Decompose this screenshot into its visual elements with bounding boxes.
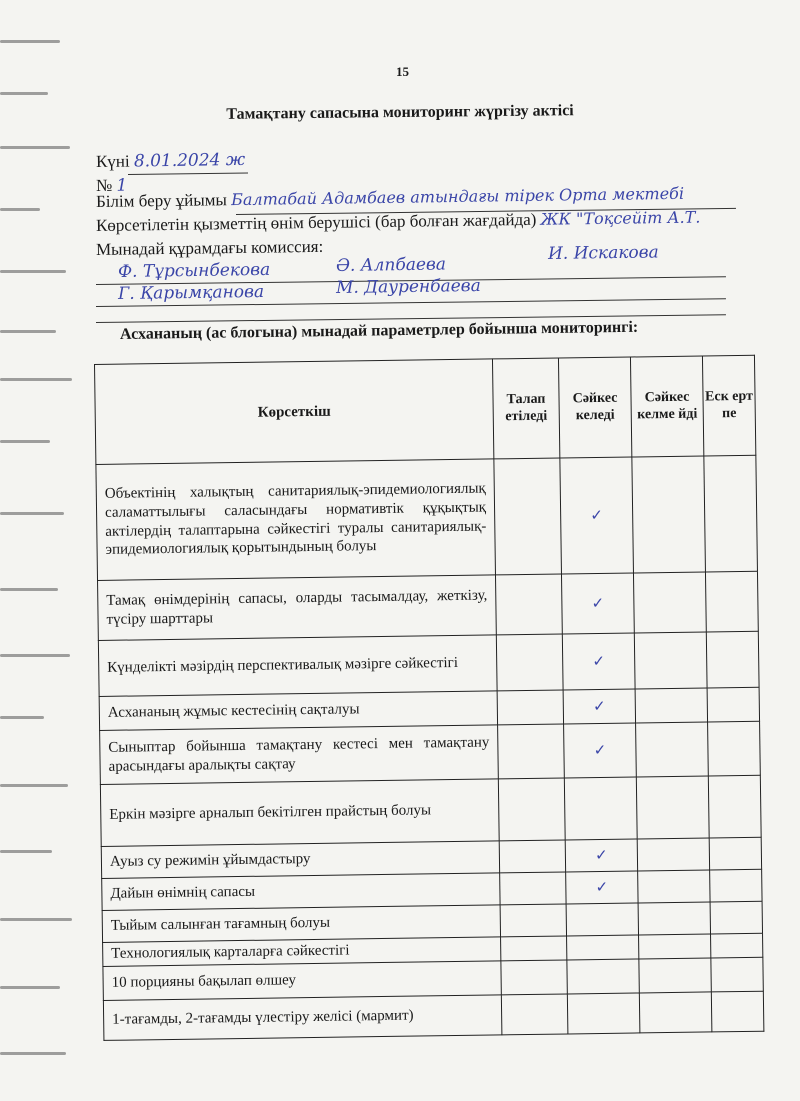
complies-cell bbox=[561, 573, 634, 634]
table-body bbox=[96, 455, 764, 1040]
indicator-cell: Тамақ өнімдерінің сапасы, оларды тасымалдау, жеткізу, түсіру шарттары bbox=[98, 575, 497, 641]
complies-cell bbox=[563, 689, 635, 724]
note-cell bbox=[708, 775, 761, 838]
note-cell bbox=[705, 571, 758, 632]
not-complies-cell bbox=[638, 902, 710, 935]
required-cell bbox=[496, 634, 563, 691]
scan-noise bbox=[0, 588, 58, 591]
scan-noise bbox=[0, 512, 64, 515]
date-field bbox=[96, 150, 245, 172]
scan-noise bbox=[0, 270, 66, 273]
header-indicator: Көрсеткіш bbox=[95, 359, 494, 465]
document-title: Тамақтану сапасына мониторинг жүргізу актісі bbox=[226, 102, 574, 123]
scan-noise bbox=[0, 850, 52, 853]
note-cell bbox=[709, 837, 761, 870]
check-mark-icon: ✓ bbox=[594, 845, 608, 865]
indicator-cell: Асхананың жұмыс кестесінің сақталуы bbox=[99, 691, 497, 731]
commission-member: Ф. Тұрсынбекова bbox=[117, 259, 271, 282]
table-header-row bbox=[95, 355, 756, 464]
organization-label: Білім беру ұйымы bbox=[95, 190, 228, 211]
table-row bbox=[98, 631, 759, 696]
scan-noise bbox=[0, 1052, 66, 1055]
not-complies-cell bbox=[639, 992, 712, 1033]
header-not-complies: Сәйкес келме йді bbox=[630, 356, 703, 457]
not-complies-cell bbox=[632, 456, 706, 573]
indicator-cell: 10 порцияны бақылап өлшеу bbox=[103, 961, 501, 1001]
complies-cell bbox=[566, 871, 638, 904]
complies-cell bbox=[567, 993, 640, 1034]
indicator-cell: Ауыз су режимін ұйымдастыру bbox=[101, 841, 499, 879]
complies-cell bbox=[560, 457, 634, 574]
scan-noise bbox=[0, 986, 60, 989]
note-cell bbox=[707, 687, 759, 722]
note-cell bbox=[704, 455, 758, 572]
indicator-cell: Еркін мәзірге арналып бекітілген прайстың болуы bbox=[100, 779, 499, 847]
required-cell bbox=[494, 458, 562, 575]
header-complies: Сәйкес келеді bbox=[558, 357, 631, 458]
note-cell bbox=[710, 901, 762, 934]
section-heading: Асхананың (ас блогына) мынадай параметрлер бойынша мониторингі: bbox=[119, 318, 639, 343]
table-row bbox=[100, 721, 761, 784]
table-row bbox=[103, 991, 763, 1040]
not-complies-cell bbox=[633, 572, 706, 633]
provider-label: Көрсетілетін қызметтің өнім берушісі (бар болған жағдайда) bbox=[95, 209, 537, 235]
number-value: 1 bbox=[116, 175, 128, 196]
commission-member: Г. Қарымқанова bbox=[117, 281, 265, 304]
not-complies-cell bbox=[636, 722, 709, 777]
scan-noise bbox=[0, 40, 60, 43]
check-mark-icon: ✓ bbox=[592, 651, 606, 671]
note-cell bbox=[711, 933, 763, 958]
scan-noise bbox=[0, 784, 68, 787]
complies-cell bbox=[562, 633, 635, 690]
commission-member: И. Искакова bbox=[547, 242, 659, 264]
date-label: Күні bbox=[95, 151, 130, 171]
commission-label: Мынадай құрамдағы комиссия: bbox=[95, 236, 324, 259]
scan-noise bbox=[0, 92, 48, 95]
check-mark-icon: ✓ bbox=[592, 696, 606, 716]
table-row bbox=[100, 775, 761, 846]
complies-cell bbox=[567, 935, 639, 960]
note-cell bbox=[711, 991, 764, 1032]
scan-noise bbox=[0, 146, 70, 149]
complies-cell bbox=[564, 777, 637, 840]
indicator-cell: Күнделікті мәзірдің перспективалық мәзірге сәйкестігі bbox=[98, 635, 497, 697]
required-cell bbox=[495, 574, 562, 635]
not-complies-cell bbox=[639, 934, 711, 959]
check-mark-icon: ✓ bbox=[595, 877, 609, 897]
scan-noise bbox=[0, 208, 40, 211]
required-cell bbox=[500, 872, 566, 905]
check-mark-icon: ✓ bbox=[590, 505, 604, 525]
indicator-cell: Тыйым салынған тағамның болуы bbox=[102, 905, 500, 943]
not-complies-cell bbox=[634, 632, 707, 689]
required-cell bbox=[501, 936, 567, 961]
date-value: 8.01.2024 ж bbox=[133, 149, 246, 172]
note-cell bbox=[706, 631, 759, 688]
not-complies-cell bbox=[638, 870, 710, 903]
commission-field bbox=[96, 237, 324, 260]
not-complies-cell bbox=[637, 838, 709, 871]
note-cell bbox=[711, 957, 763, 992]
provider-field bbox=[96, 208, 701, 236]
header-required: Талап етіледі bbox=[492, 358, 559, 459]
check-mark-icon: ✓ bbox=[593, 740, 607, 760]
required-cell bbox=[499, 840, 565, 873]
indicator-cell: Объектінің халықтың санитариялық-эпидемиологиялық саламаттылығы саласындағы нормативтік құқықтық актілердің талаптарына сәйкестігі туралы санитариялық-эпидемиологиялық қорытындының болуы bbox=[96, 459, 496, 581]
organization-field bbox=[96, 184, 684, 212]
scan-noise bbox=[0, 440, 50, 443]
scan-noise bbox=[0, 918, 72, 921]
complies-cell bbox=[566, 903, 638, 936]
complies-cell bbox=[564, 723, 637, 778]
commission-member: М. Дауренбаева bbox=[335, 275, 481, 298]
required-cell bbox=[498, 778, 565, 841]
complies-cell bbox=[567, 959, 639, 994]
page-number: 15 bbox=[396, 64, 409, 79]
required-cell bbox=[501, 960, 567, 995]
scan-noise bbox=[0, 716, 44, 719]
monitoring-table-wrapper bbox=[94, 355, 764, 1041]
provider-value: ЖК "Тоқсейіт А.Т. bbox=[540, 207, 701, 229]
monitoring-table bbox=[94, 355, 764, 1041]
header-note: Еск ерт пе bbox=[702, 355, 755, 456]
required-cell bbox=[501, 994, 568, 1035]
indicator-cell: Технологиялық карталарға сәйкестігі bbox=[103, 937, 501, 967]
not-complies-cell bbox=[636, 776, 709, 839]
required-cell bbox=[497, 690, 563, 725]
indicator-cell: Сыныптар бойынша тамақтану кестесі мен тамақтану арасындағы аралықты сақтау bbox=[100, 725, 499, 785]
required-cell bbox=[500, 904, 566, 937]
scan-noise bbox=[0, 330, 56, 333]
organization-value: Балтабай Адамбаев атындағы тірек Орта мектебі bbox=[231, 183, 685, 210]
table-row bbox=[96, 455, 758, 580]
commission-member: Ә. Алпбаева bbox=[335, 254, 447, 276]
not-complies-cell bbox=[639, 958, 711, 993]
indicator-cell: Дайын өнімнің сапасы bbox=[102, 873, 500, 911]
indicator-cell: 1-тағамды, 2-тағамды үлестіру желісі (мармит) bbox=[103, 995, 502, 1041]
date-underline bbox=[128, 173, 248, 175]
note-cell bbox=[708, 721, 761, 776]
not-complies-cell bbox=[635, 688, 707, 723]
complies-cell bbox=[565, 839, 637, 872]
table-row bbox=[98, 571, 759, 640]
required-cell bbox=[498, 724, 565, 779]
scan-noise bbox=[0, 654, 70, 657]
number-label: № bbox=[95, 175, 113, 195]
note-cell bbox=[710, 869, 762, 902]
scan-noise bbox=[0, 378, 72, 381]
check-mark-icon: ✓ bbox=[591, 593, 605, 613]
